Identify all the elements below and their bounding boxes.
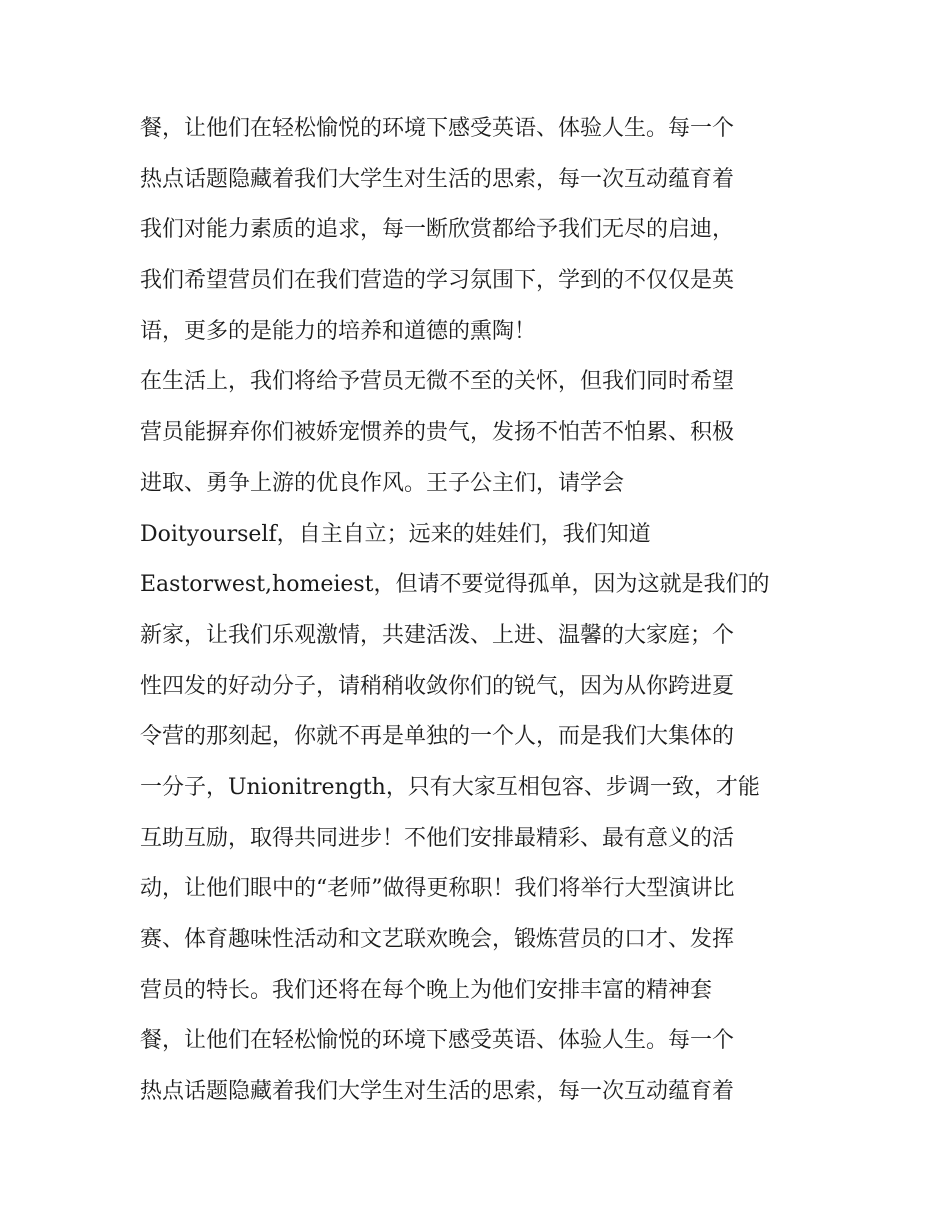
text-line: 我们希望营员们在我们营造的学习氛围下，学到的不仅仅是英 [140, 268, 735, 294]
text-line: 餐，让他们在轻松愉悦的环境下感受英语、体验人生。每一个 [140, 116, 735, 141]
text-line: Doityourself，自主自立；远来的娃娃们，我们知道 [140, 521, 651, 547]
text-line: 互助互励，取得共同进步！不他们安排最精彩、最有意义的活 [140, 825, 735, 851]
text-line: 餐，让他们在轻松愉悦的环境下感受英语、体验人生。每一个 [140, 1028, 735, 1054]
text-line: 赛、体育趣味性活动和文艺联欢晚会，锻炼营员的口才、发挥 [140, 927, 735, 952]
text-line: 营员能摒弃你们被娇宠惯养的贵气，发扬不怕苦不怕累、积极 [140, 420, 735, 446]
text-line: 热点话题隐藏着我们大学生对生活的思索，每一次互动蕴育着 [140, 166, 735, 192]
text-line: Eastorwest,homeiest，但请不要觉得孤单，因为这就是我们的 [140, 572, 770, 598]
text-line: 语，更多的是能力的培养和道德的熏陶！ [140, 318, 537, 344]
text-line: 新家，让我们乐观激情，共建活泼、上进、温馨的大家庭；个 [140, 622, 735, 648]
text-line: 热点话题隐藏着我们大学生对生活的思索，每一次互动蕴育着 [140, 1079, 735, 1105]
body-text [140, 104, 820, 1118]
text-line: 进取、勇争上游的优良作风。王子公主们，请学会 [140, 470, 625, 496]
text-line: 令营的那刻起，你就不再是单独的一个人，而是我们大集体的 [140, 724, 735, 750]
text-line: 一分子，Unionitrength，只有大家互相包容、步调一致，才能 [140, 774, 760, 800]
text-line: 在生活上，我们将给予营员无微不至的关怀，但我们同时希望 [140, 369, 735, 395]
text-line: 营员的特长。我们还将在每个晚上为他们安排丰富的精神套 [140, 977, 713, 1003]
text-line: 动，让他们眼中的“老师”做得更称职！我们将举行大型演讲比 [140, 876, 735, 902]
text-line: 性四发的好动分子，请稍稍收敛你们的锐气，因为从你跨进夏 [140, 673, 735, 699]
text-line: 我们对能力素质的追求，每一断欣赏都给予我们无尽的启迪， [140, 217, 735, 243]
